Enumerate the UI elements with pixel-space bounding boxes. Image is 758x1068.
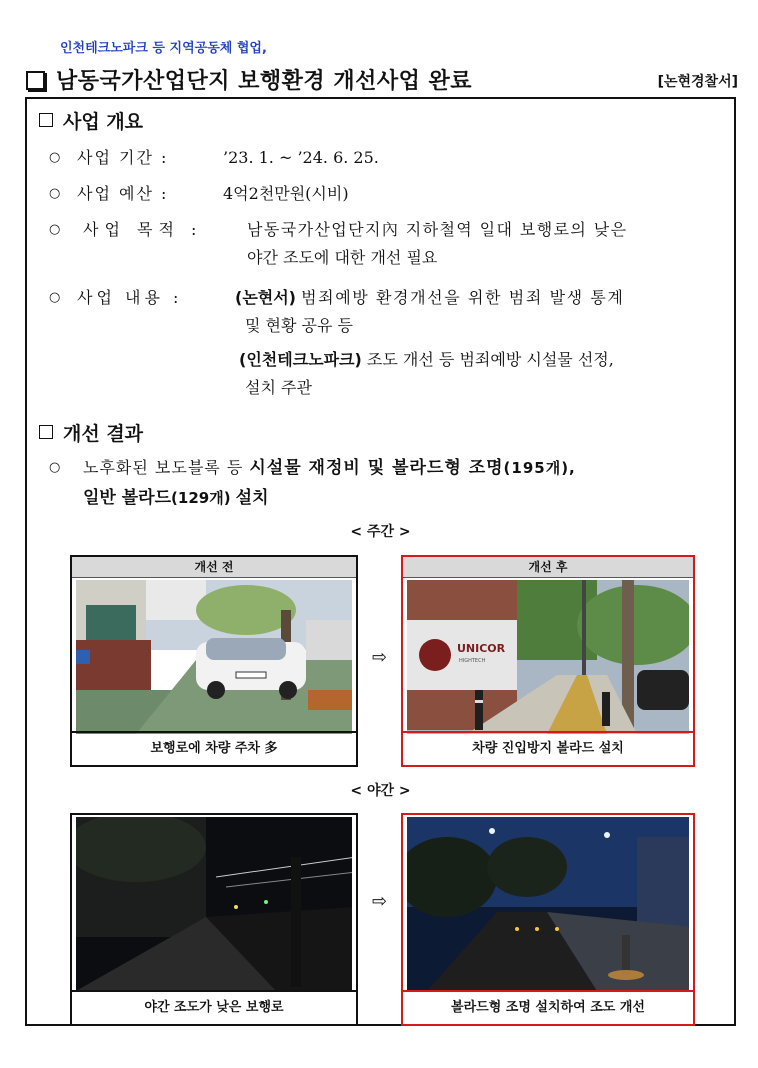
night-before-photo-box	[70, 813, 358, 1026]
day-after-photo-box	[401, 555, 695, 767]
night-before-image	[76, 817, 352, 991]
night-before-caption: 야간 조도가 낮은 보행로	[72, 990, 356, 1024]
unicor-sign-sub: HIGHTECH	[459, 658, 486, 664]
day-after-label: 개선 후	[403, 557, 693, 578]
day-before-photo	[76, 580, 352, 734]
night-after-image	[407, 817, 689, 991]
day-before-caption: 보행로에 차량 주차 多	[72, 731, 356, 765]
day-after-photo	[407, 580, 689, 734]
circle-bullet-icon: ○	[49, 150, 61, 165]
circle-bullet-icon: ○	[49, 290, 61, 305]
section-results-heading: 개선 결과	[39, 419, 143, 446]
title-row	[26, 62, 738, 96]
title-org: [논현경찰서]	[657, 74, 738, 90]
day-before-label: 개선 전	[72, 557, 356, 578]
page-title: 남동국가산업단지 보행환경 개선사업 완료	[56, 69, 473, 94]
day-after-image	[407, 580, 689, 734]
night-after-caption: 볼라드형 조명 설치하여 조도 개선	[403, 990, 693, 1024]
circle-bullet-icon: ○	[49, 460, 61, 475]
day-before-photo-box	[70, 555, 358, 767]
arrow-right-icon: ⇨	[372, 891, 388, 912]
square-bullet-icon	[39, 425, 53, 439]
arrow-right-icon: ⇨	[372, 647, 388, 668]
night-after-photo	[407, 817, 689, 991]
day-after-caption: 차량 진입방지 볼라드 설치	[403, 731, 693, 765]
circle-bullet-icon: ○	[49, 222, 61, 237]
checkbox-square-icon	[26, 71, 45, 90]
subtitle: 인천테크노파크 등 지역공동체 협업,	[60, 41, 267, 56]
circle-bullet-icon: ○	[49, 186, 61, 201]
section-overview-heading: 사업 개요	[39, 107, 143, 134]
results-item: ○ 노후화된 보도블록 등 시설물 재정비 및 볼라드형 조명(195개), 일반 볼라드(129개) 설치	[49, 453, 729, 515]
day-before-image	[76, 580, 352, 734]
square-bullet-icon	[39, 113, 53, 127]
overview-item-content: ○ 사업 내용 : (논현서) 범죄예방 환경개선을 위한 범죄 발생 통계 및 현황 공유 등 (인천테크노파크) 조도 개선 등 범죄예방 시설물 선정, 설치 주관	[49, 283, 729, 403]
overview-item-budget: ○ 사업 예산 : 4억2천만원(시비)	[49, 179, 729, 209]
unicor-sign-text: UNICOR	[457, 642, 506, 655]
overview-item-period: ○ 사업 기간 : ’23. 1. ~ ’24. 6. 25.	[49, 143, 729, 173]
night-after-photo-box	[401, 813, 695, 1026]
day-heading: < 주간 >	[350, 524, 411, 540]
overview-item-purpose: ○ 사업 목적 : 남동국가산업단지內 지하철역 일대 보행로의 낮은 야간 조도에 대한 개선 필요	[49, 215, 729, 275]
night-before-photo	[76, 817, 352, 991]
night-heading: < 야간 >	[350, 783, 411, 799]
content-frame	[25, 97, 736, 1026]
